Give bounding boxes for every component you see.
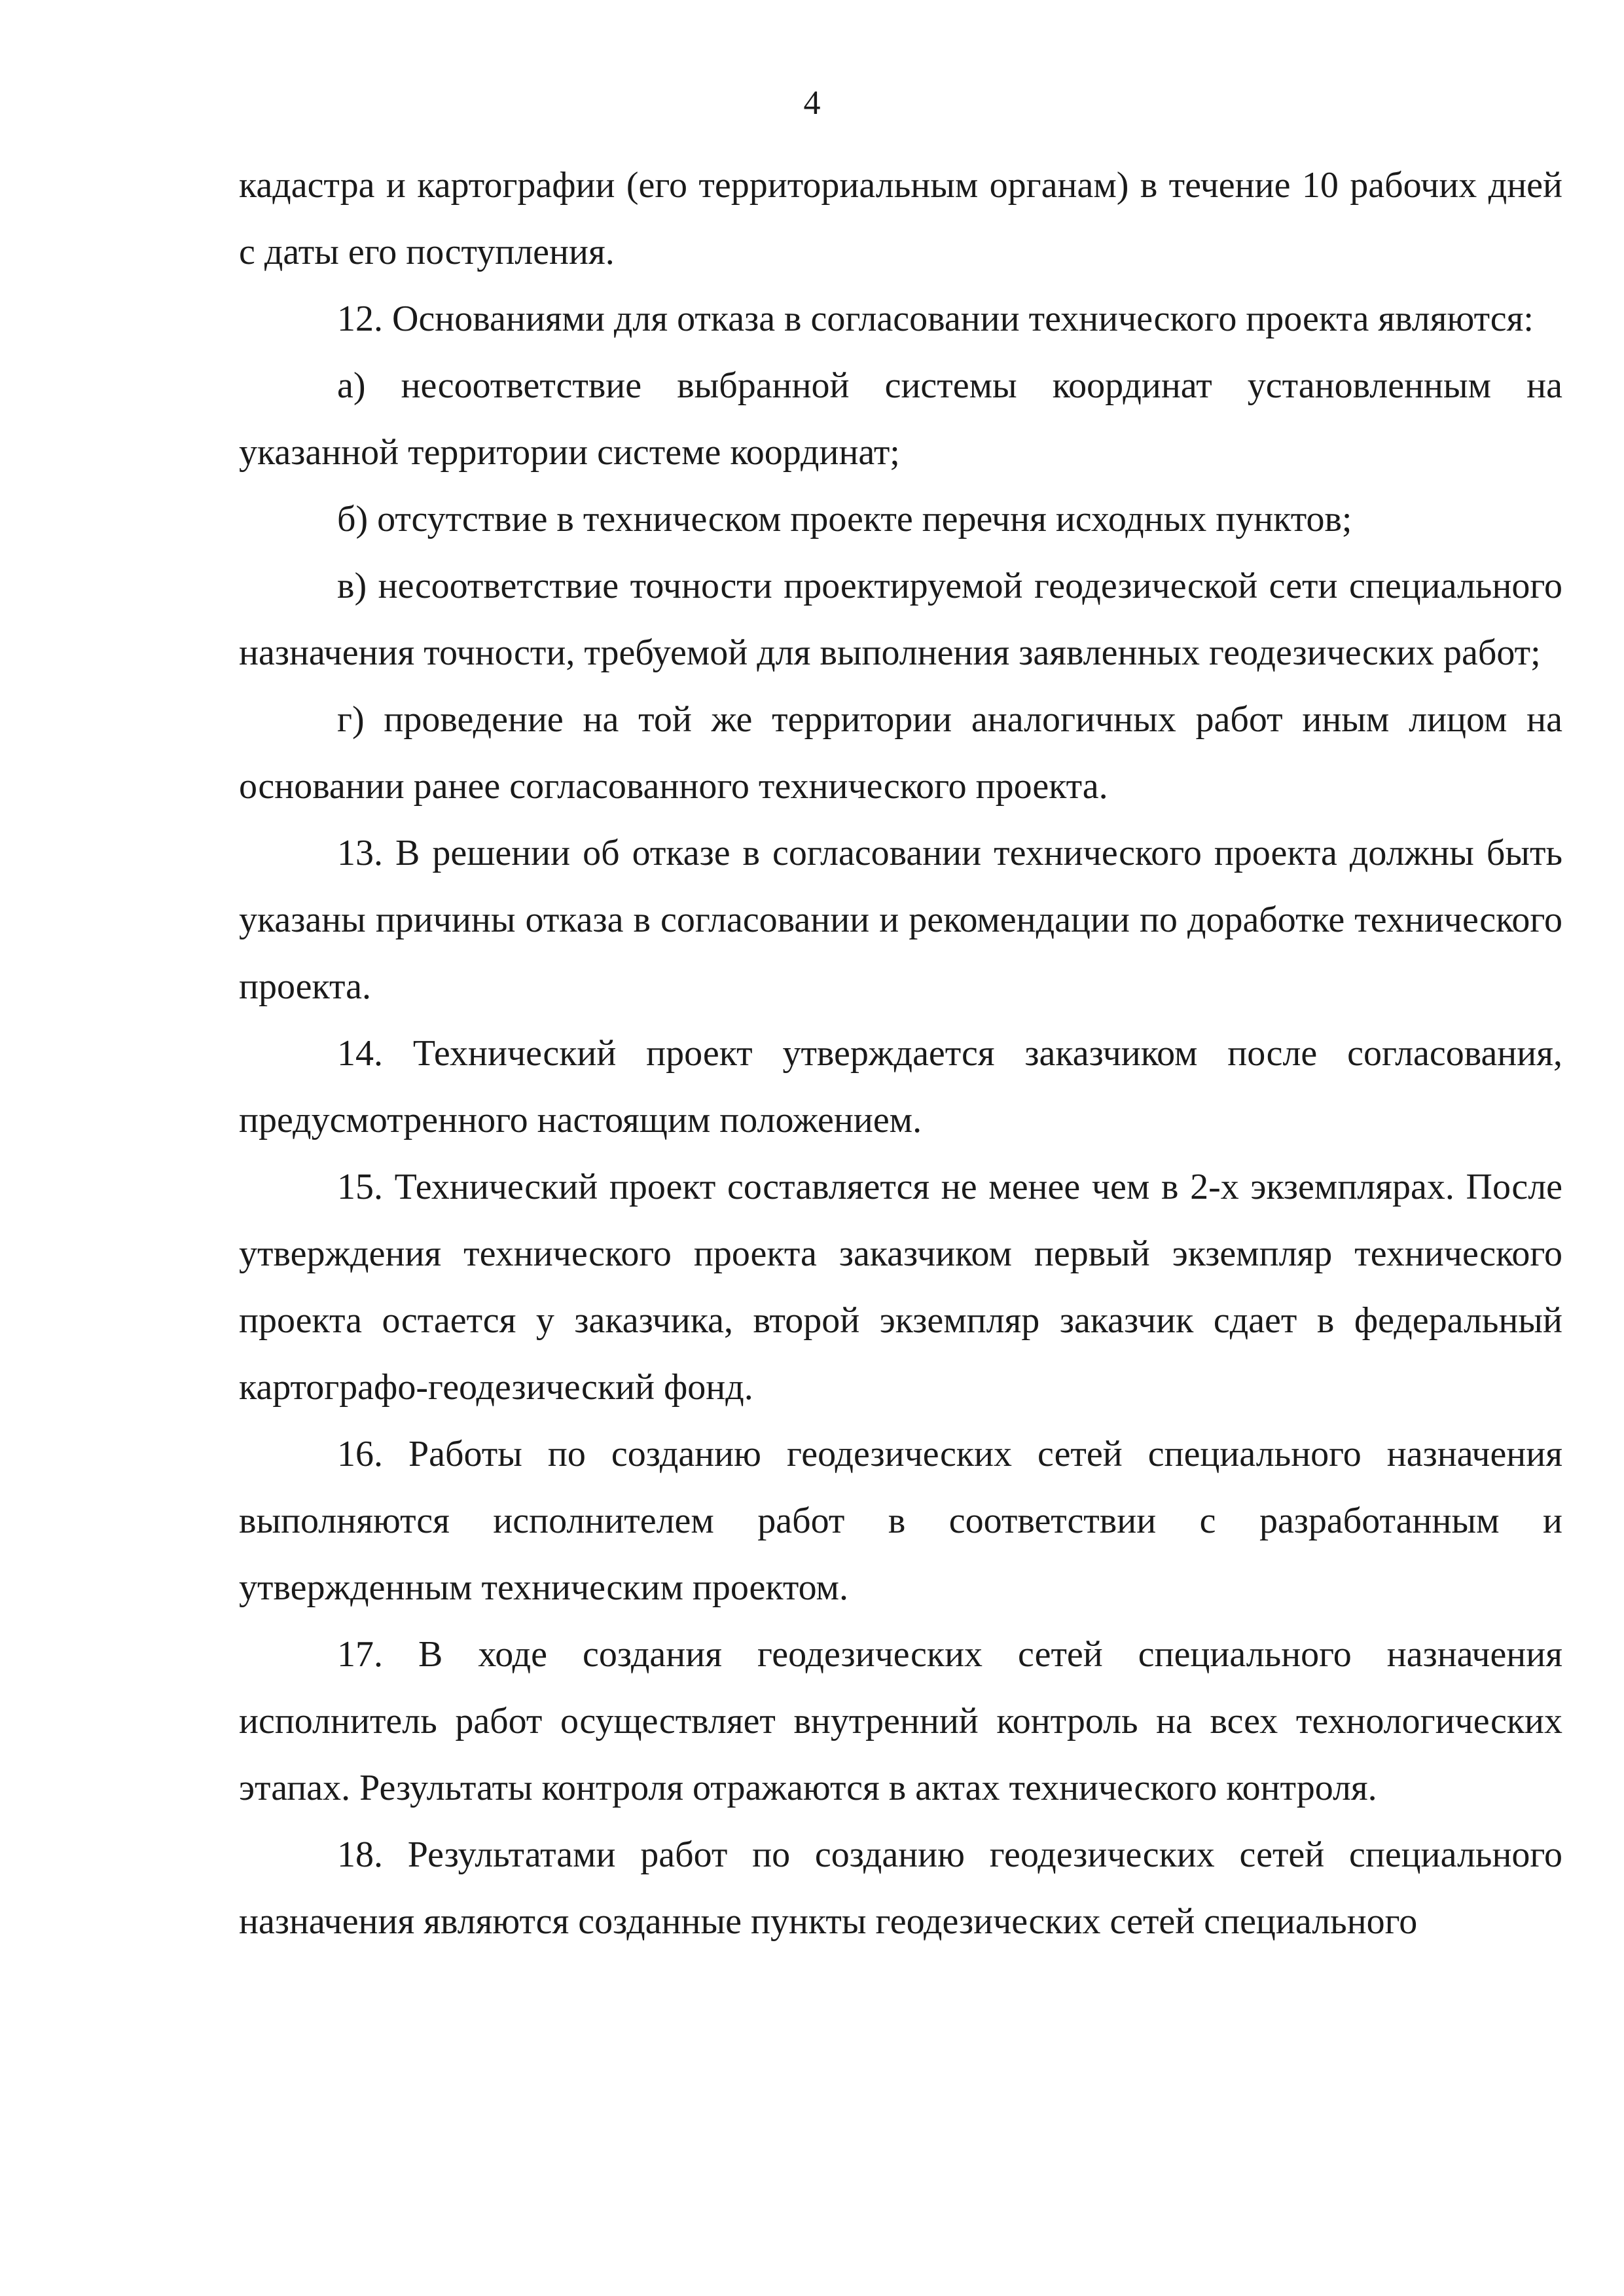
document-body bbox=[239, 152, 1562, 1955]
paragraph-item-12d: г) проведение на той же территории аналогичных работ иным лицом на основании ранее согласованного технического проекта. bbox=[239, 699, 1562, 807]
page-number: 4 bbox=[803, 84, 821, 122]
paragraph-item-17: 17. В ходе создания геодезических сетей специального назначения исполнитель работ осуществляет внутренний контроль на всех технологических этапах. Результаты контроля отражаются в актах технического контроля. bbox=[239, 1634, 1562, 1808]
paragraph-item-12c: в) несоответствие точности проектируемой геодезической сети специального назначения точности, требуемой для выполнения заявленных геодезических работ; bbox=[239, 566, 1562, 673]
paragraph-item-12b: б) отсутствие в техническом проекте перечня исходных пунктов; bbox=[337, 499, 1352, 539]
paragraph-continuation: кадастра и картографии (его территориальным органам) в течение 10 рабочих дней с даты его поступления. bbox=[239, 165, 1562, 272]
paragraph-item-12: 12. Основаниями для отказа в согласовании технического проекта являются: bbox=[337, 299, 1534, 339]
paragraph-item-15: 15. Технический проект составляется не менее чем в 2-х экземплярах. После утверждения технического проекта заказчиком первый экземпляр технического проекта остается у заказчика, второй экземпляр заказчик сдает в федеральный картографо-геодезический фонд. bbox=[239, 1167, 1562, 1408]
paragraph-item-18: 18. Результатами работ по созданию геодезических сетей специального назначения являются созданные пункты геодезических сетей специального bbox=[239, 1834, 1562, 1942]
paragraph-item-16: 16. Работы по созданию геодезических сетей специального назначения выполняются исполнителем работ в соответствии с разработанным и утвержденным техническим проектом. bbox=[239, 1434, 1562, 1608]
paragraph-item-14: 14. Технический проект утверждается заказчиком после согласования, предусмотренного настоящим положением. bbox=[239, 1033, 1562, 1140]
paragraph-item-12a: а) несоответствие выбранной системы координат установленным на указанной территории системе координат; bbox=[239, 365, 1562, 473]
paragraph-item-13: 13. В решении об отказе в согласовании технического проекта должны быть указаны причины отказа в согласовании и рекомендации по доработке технического проекта. bbox=[239, 833, 1562, 1007]
